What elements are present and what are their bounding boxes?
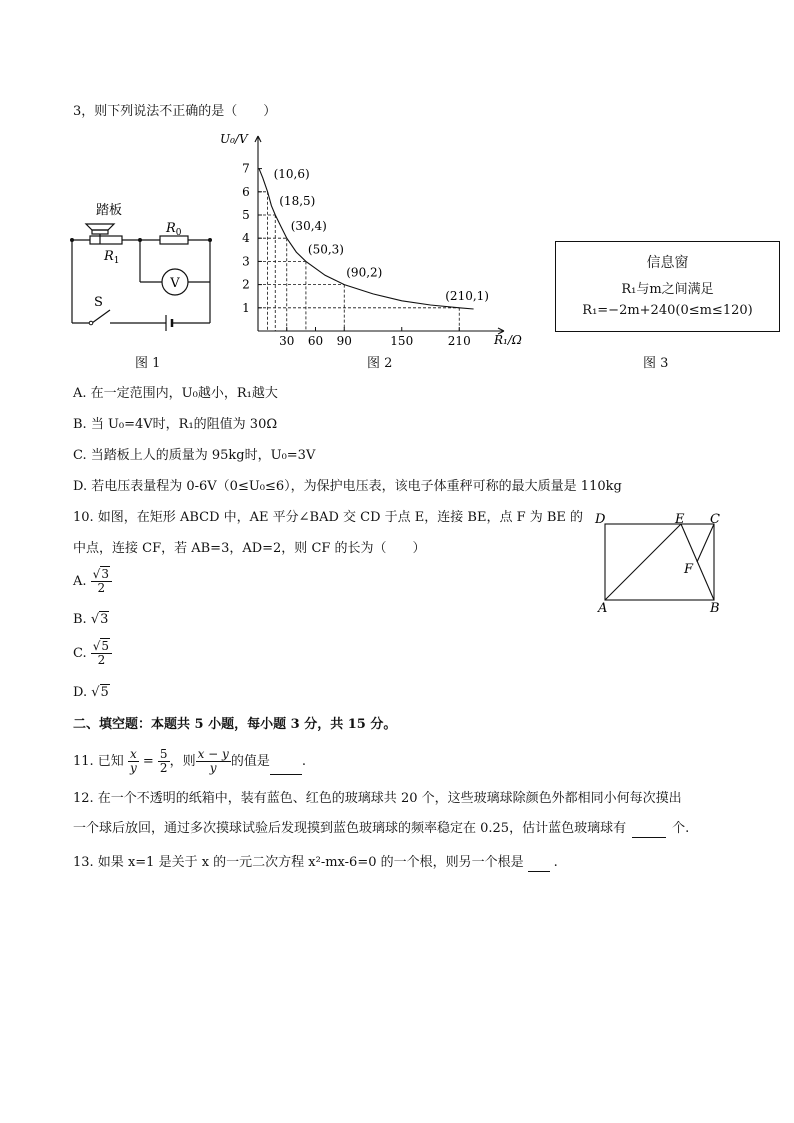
voltmeter-icon: V [170, 276, 180, 291]
x-axis-label: R₁/Ω [494, 333, 522, 347]
fig2-caption: 图 2 [367, 356, 393, 371]
y-tick-label: 1 [242, 300, 250, 315]
rectangle-figure [592, 508, 732, 618]
q10-option-c: C. $\frac{√5}{2}$ [73, 640, 112, 667]
fig1-caption: 图 1 [135, 356, 161, 371]
r0-label: $R_0$ [166, 221, 182, 238]
chart-curve [259, 166, 474, 309]
q11: 11. 已知 $\frac{x}{y}$ = $\frac{5}{2}$ ，则 $\frac{x - y}{y}$ 的值是 . [73, 747, 306, 775]
q11-answer-blank [270, 774, 302, 775]
x-tick-label: 210 [447, 334, 471, 348]
voltage-resistance-chart [212, 128, 532, 348]
point-label: (90,2) [346, 265, 383, 280]
y-tick-label: 6 [242, 184, 250, 199]
info-title: 信息窗 [646, 255, 689, 271]
r1-label: $R_1$ [104, 249, 120, 266]
section-2-title: 二、填空题：本题共 5 小题，每小题 3 分，共 15 分。 [73, 717, 397, 732]
y-tick-label: 2 [242, 277, 250, 292]
pedal-label: 踏板 [96, 203, 123, 218]
q12-line1: 12. 在一个不透明的纸箱中，装有蓝色、红色的玻璃球共 20 个，这些玻璃球除颜色外都相同小何每次摸出 [73, 791, 682, 806]
point-e-label: E [675, 512, 685, 527]
q10-option-a: A. $\frac{√3}{2}$ [73, 568, 112, 595]
x-tick-label: 30 [279, 334, 295, 348]
q9-option-d: D. 若电压表量程为 0-6V（0≤U₀≤6），为保护电压表，该电子体重秤可称的最大质量是 110kg [73, 479, 622, 494]
fig3-caption: 图 3 [643, 356, 669, 371]
q13-answer-blank [528, 871, 550, 872]
q12-line2: 一个球后放回，通过多次摸球试验后发现摸到蓝色玻璃球的频率稳定在 0.25，估计蓝色玻璃球有 个. [73, 821, 690, 836]
q13: 13. 如果 x=1 是关于 x 的一元二次方程 x²-mx-6=0 的一个根，则另一个根是 . [73, 855, 558, 870]
point-d-label: D [595, 512, 606, 527]
x-tick-label: 90 [336, 334, 352, 348]
y-axis-label: U₀/V [220, 132, 248, 146]
point-c-label: C [710, 512, 720, 527]
switch-label: S [94, 295, 103, 310]
x-tick-label: 150 [390, 334, 414, 348]
y-tick-label: 7 [242, 161, 250, 176]
point-label: (18,5) [279, 194, 316, 208]
q9-option-a: A. 在一定范围内，U₀越小，R₁越大 [73, 386, 278, 401]
y-tick-label: 4 [242, 231, 250, 246]
info-line1: R₁与m之间满足 [621, 282, 714, 297]
point-label: (10,6) [273, 166, 310, 181]
q9-stem: 3，则下列说法不正确的是（ ） [73, 104, 277, 119]
q12-answer-blank [632, 837, 666, 838]
y-tick-label: 3 [242, 254, 250, 269]
q10-line2: 中点，连接 CF，若 AB=3，AD=2，则 CF 的长为（ ） [73, 541, 426, 556]
point-b-label: B [710, 601, 720, 616]
q10-option-d: D. √5 [73, 685, 109, 700]
point-f-label: F [684, 562, 694, 577]
q9-option-c: C. 当踏板上人的质量为 95kg时，U₀=3V [73, 448, 316, 463]
x-tick-label: 60 [307, 334, 324, 348]
q9-option-b: B. 当 U₀=4V时，R₁的阻值为 30Ω [73, 417, 278, 432]
y-tick-label: 5 [242, 208, 250, 222]
q10-line1: 10. 如图，在矩形 ABCD 中，AE 平分∠BAD 交 CD 于点 E，连接 BE，点 F 为 BE 的 [73, 510, 584, 525]
point-label: (30,4) [290, 219, 327, 234]
info-line2: R₁=−2m+240(0≤m≤120) [582, 303, 753, 318]
info-window [555, 241, 780, 332]
point-label: (50,3) [307, 242, 345, 257]
point-a-label: A [598, 601, 608, 616]
q10-option-b: B. √3 [73, 612, 109, 627]
circuit-figure [68, 196, 218, 336]
point-label: (210,1) [445, 288, 489, 303]
